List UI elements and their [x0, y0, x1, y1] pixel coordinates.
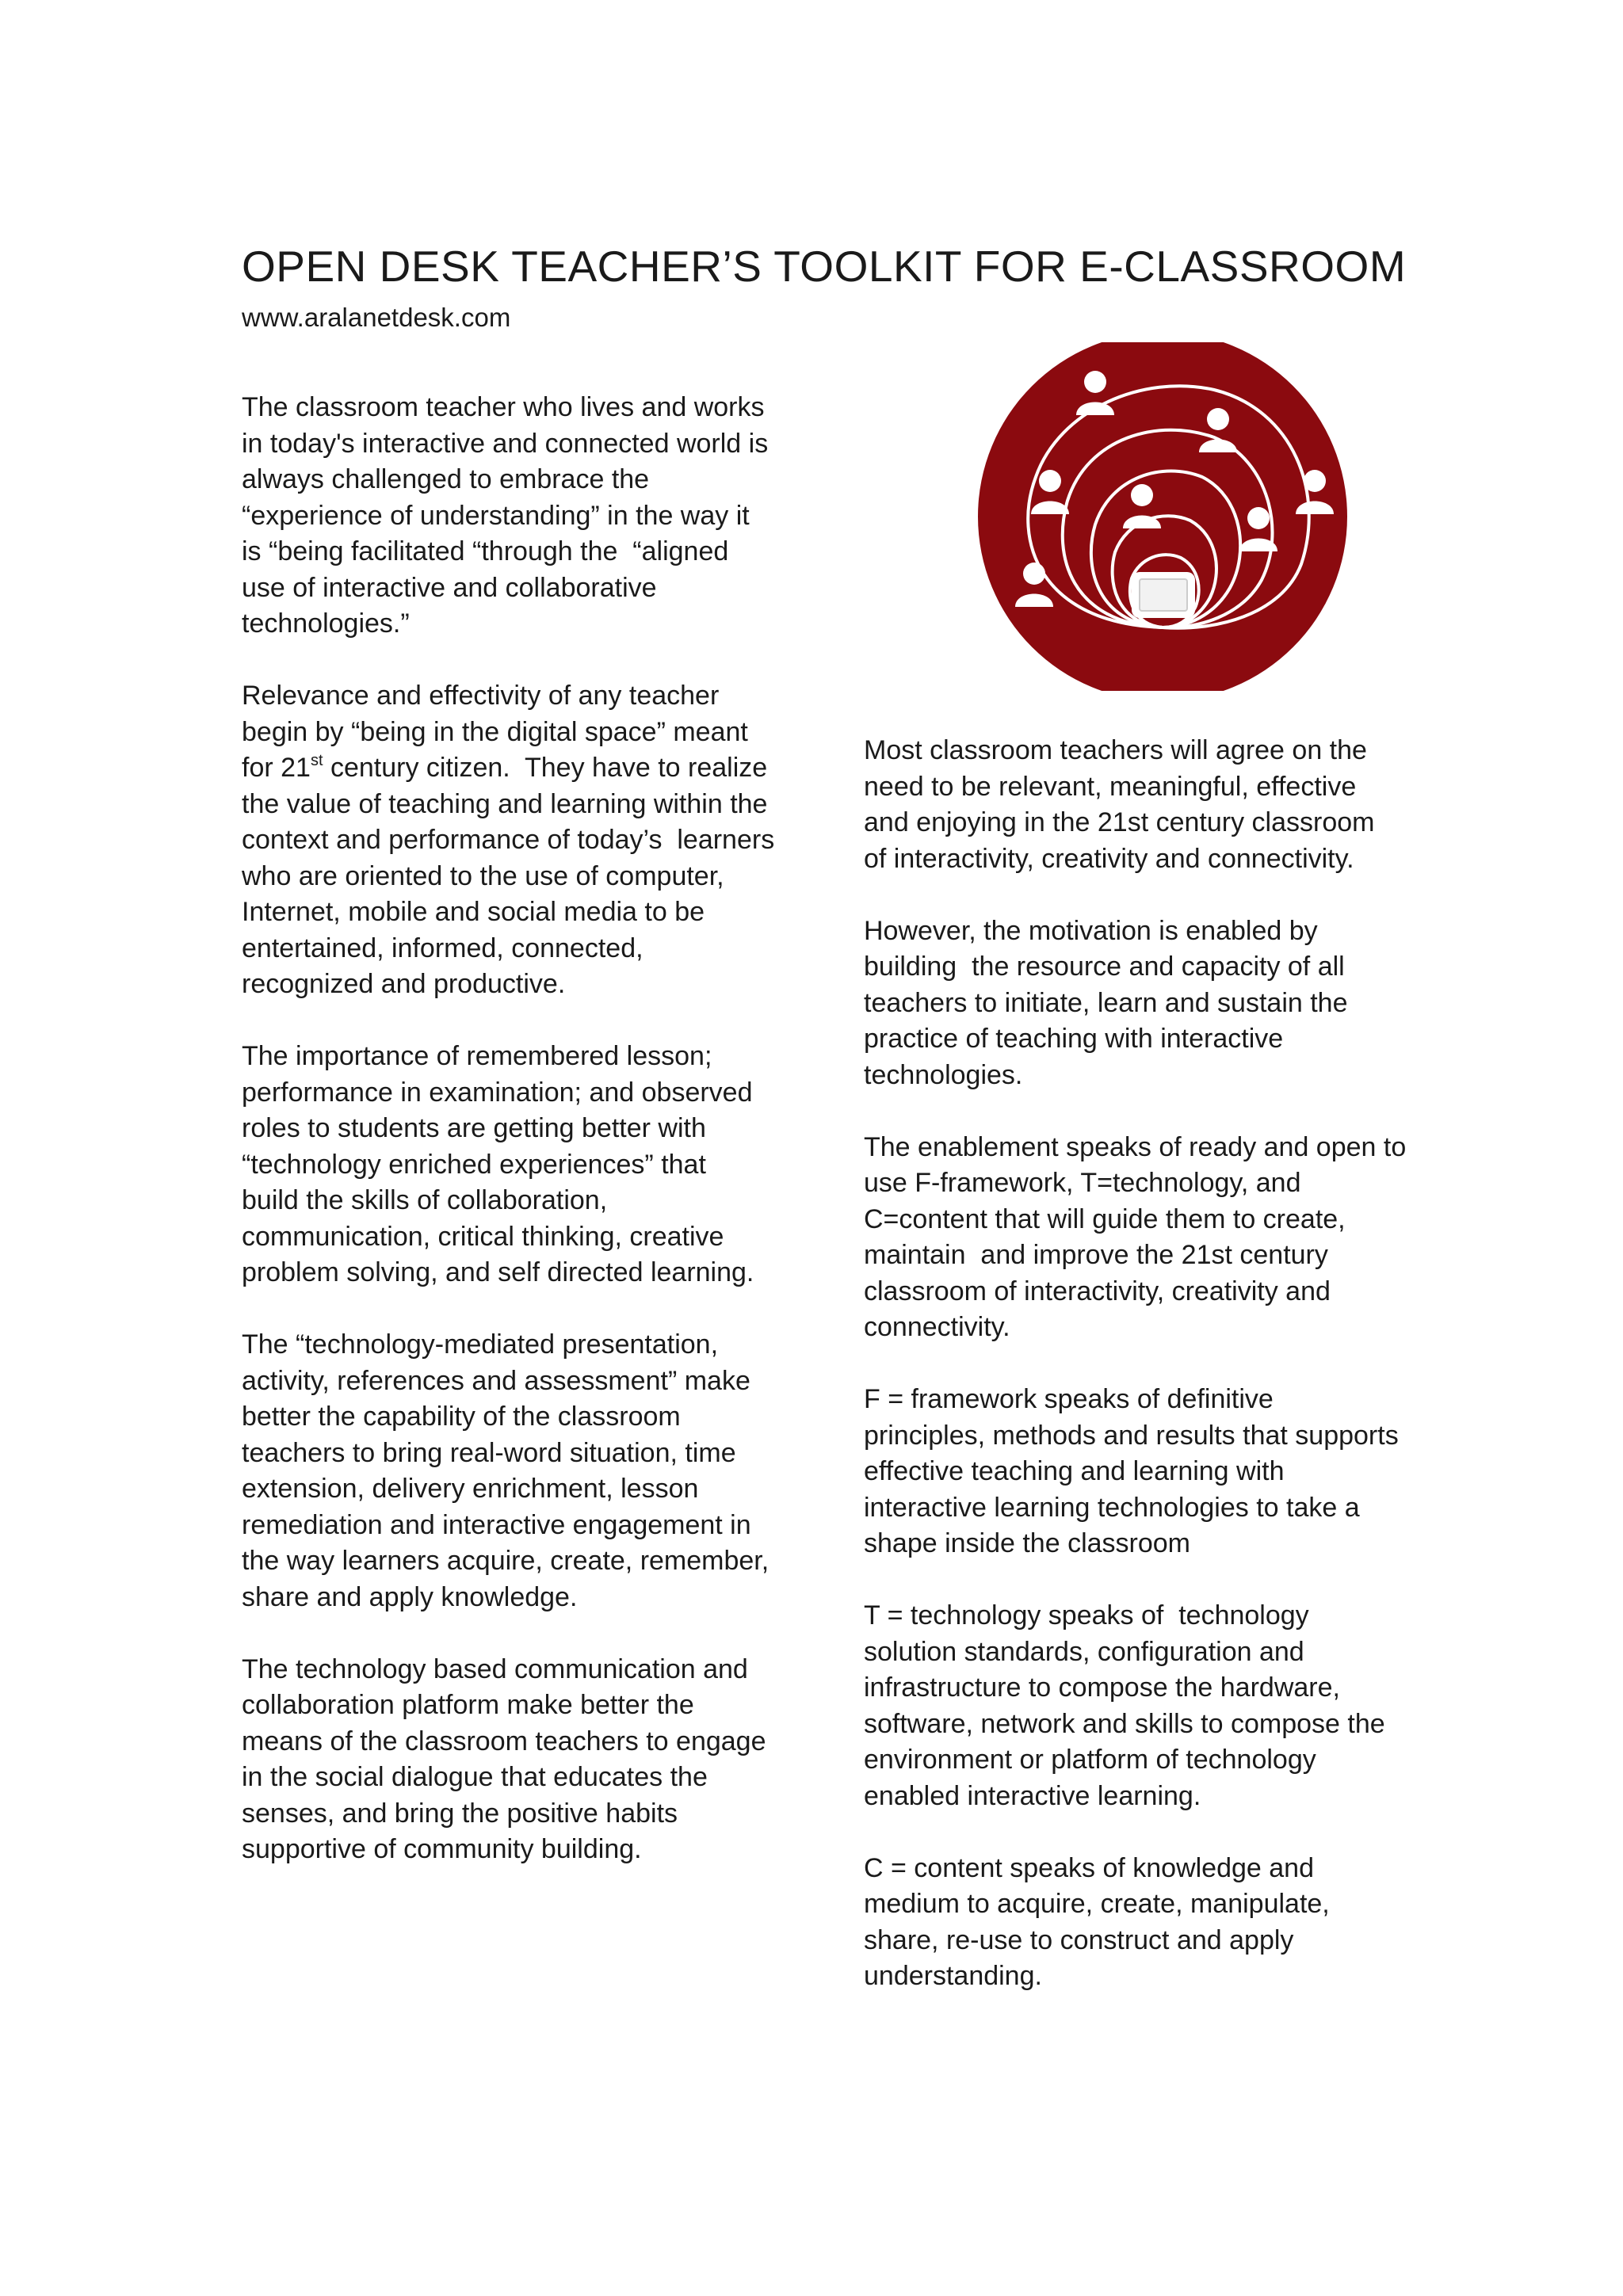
- left-paragraph-5: [242, 1652, 820, 1868]
- text-line: enabled interactive learning.: [864, 1780, 1201, 1811]
- text-line: supportive of community building.: [242, 1834, 642, 1864]
- text-line: medium to acquire, create, manipulate,: [864, 1889, 1330, 1919]
- text-line: in the social dialogue that educates the: [242, 1762, 708, 1792]
- text-line: [242, 750, 820, 787]
- right-column: [864, 733, 1442, 2031]
- text-line: F = framework speaks of definitive: [864, 1384, 1274, 1414]
- left-paragraph-4: [242, 1327, 820, 1615]
- text-line: senses, and bring the positive habits: [242, 1798, 678, 1829]
- text-line: However, the motivation is enabled by: [864, 915, 1318, 946]
- text-line: collaboration platform make better the: [242, 1690, 694, 1720]
- text-line: communication, critical thinking, creative: [242, 1221, 724, 1252]
- text-line: recognized and productive.: [242, 969, 566, 999]
- text-line: software, network and skills to compose the: [864, 1708, 1385, 1739]
- text-line: is “being facilitated “through the “aligned: [242, 536, 729, 566]
- text-line: infrastructure to compose the hardware,: [864, 1672, 1340, 1703]
- text-line: remediation and interactive engagement in: [242, 1509, 751, 1540]
- text-line: technologies.: [864, 1059, 1023, 1090]
- text-line: always challenged to embrace the: [242, 464, 650, 494]
- text-line: maintain and improve the 21st century: [864, 1240, 1328, 1270]
- superscript: st: [310, 752, 323, 769]
- text-line: performance in examination; and observed: [242, 1077, 753, 1108]
- text-fragment: for 21: [242, 753, 311, 783]
- text-line: solution standards, configuration and: [864, 1636, 1304, 1667]
- e-classroom-circle-logo: [976, 342, 1349, 691]
- text-line: Most classroom teachers will agree on the: [864, 735, 1367, 765]
- left-column: [242, 390, 820, 1904]
- text-line: build the skills of collaboration,: [242, 1185, 608, 1215]
- text-line: teachers to initiate, learn and sustain the: [864, 987, 1348, 1018]
- text-line: C=content that will guide them to create,: [864, 1203, 1346, 1234]
- text-line: understanding.: [864, 1961, 1042, 1991]
- text-line: means of the classroom teachers to engage: [242, 1726, 766, 1756]
- text-line: T = technology speaks of technology: [864, 1600, 1309, 1630]
- text-line: share and apply knowledge.: [242, 1581, 578, 1612]
- text-line: The classroom teacher who lives and works: [242, 392, 765, 422]
- text-line: classroom of interactivity, creativity and: [864, 1276, 1331, 1306]
- text-line: The “technology-mediated presentation,: [242, 1329, 719, 1360]
- text-line: teachers to bring real-word situation, time: [242, 1437, 736, 1468]
- right-paragraph-1: [864, 733, 1442, 877]
- text-line: interactive learning technologies to take a: [864, 1492, 1360, 1523]
- text-line: The importance of remembered lesson;: [242, 1041, 712, 1071]
- text-line: entertained, informed, connected,: [242, 933, 643, 963]
- text-line: need to be relevant, meaningful, effective: [864, 771, 1357, 802]
- text-line: practice of teaching with interactive: [864, 1024, 1284, 1054]
- text-line: the way learners acquire, create, remember,: [242, 1546, 769, 1576]
- text-line: “experience of understanding” in the way it: [242, 500, 750, 531]
- text-fragment: century citizen. They have to realize: [323, 753, 768, 783]
- website-url: www.aralanetdesk.com: [242, 303, 511, 332]
- text-line: The enablement speaks of ready and open to: [864, 1131, 1407, 1162]
- tablet-icon: [1132, 572, 1195, 618]
- left-paragraph-2: [242, 678, 820, 1003]
- text-line: better the capability of the classroom: [242, 1402, 681, 1432]
- text-line: use F-framework, T=technology, and: [864, 1168, 1301, 1198]
- right-paragraph-3: [864, 1130, 1442, 1346]
- text-line: effective teaching and learning with: [864, 1456, 1285, 1486]
- page-title: OPEN DESK TEACHER’S TOOLKIT FOR E-CLASSROOM: [242, 242, 1407, 291]
- text-line: of interactivity, creativity and connectivity.: [864, 843, 1354, 874]
- text-line: building the resource and capacity of all: [864, 952, 1345, 982]
- right-paragraph-2: [864, 913, 1442, 1094]
- text-line: The technology based communication and: [242, 1653, 748, 1684]
- text-line: connectivity.: [864, 1312, 1010, 1342]
- text-line: principles, methods and results that supports: [864, 1420, 1399, 1451]
- text-line: context and performance of today’s learners: [242, 825, 775, 855]
- text-line: begin by “being in the digital space” meant: [242, 716, 748, 747]
- text-line: C = content speaks of knowledge and: [864, 1852, 1314, 1883]
- text-line: share, re-use to construct and apply: [864, 1924, 1294, 1955]
- right-paragraph-5: [864, 1598, 1442, 1814]
- left-paragraph-3: [242, 1039, 820, 1291]
- text-line: Relevance and effectivity of any teacher: [242, 681, 720, 711]
- text-line: and enjoying in the 21st century classroom: [864, 807, 1375, 837]
- text-line: use of interactive and collaborative: [242, 572, 657, 603]
- text-line: in today's interactive and connected world is: [242, 428, 769, 459]
- text-line: environment or platform of technology: [864, 1745, 1316, 1775]
- text-line: extension, delivery enrichment, lesson: [242, 1474, 699, 1504]
- text-line: technologies.”: [242, 608, 410, 639]
- text-line: activity, references and assessment” make: [242, 1365, 750, 1396]
- right-paragraph-6: [864, 1851, 1442, 1995]
- text-line: the value of teaching and learning within the: [242, 788, 768, 819]
- text-line: “technology enriched experiences” that: [242, 1149, 706, 1180]
- text-line: who are oriented to the use of computer,: [242, 860, 724, 891]
- text-line: roles to students are getting better with: [242, 1113, 706, 1143]
- text-line: Internet, mobile and social media to be: [242, 897, 705, 927]
- text-line: shape inside the classroom: [864, 1528, 1191, 1558]
- text-line: problem solving, and self directed learning.: [242, 1257, 754, 1287]
- right-paragraph-4: [864, 1382, 1442, 1562]
- left-paragraph-1: [242, 390, 820, 643]
